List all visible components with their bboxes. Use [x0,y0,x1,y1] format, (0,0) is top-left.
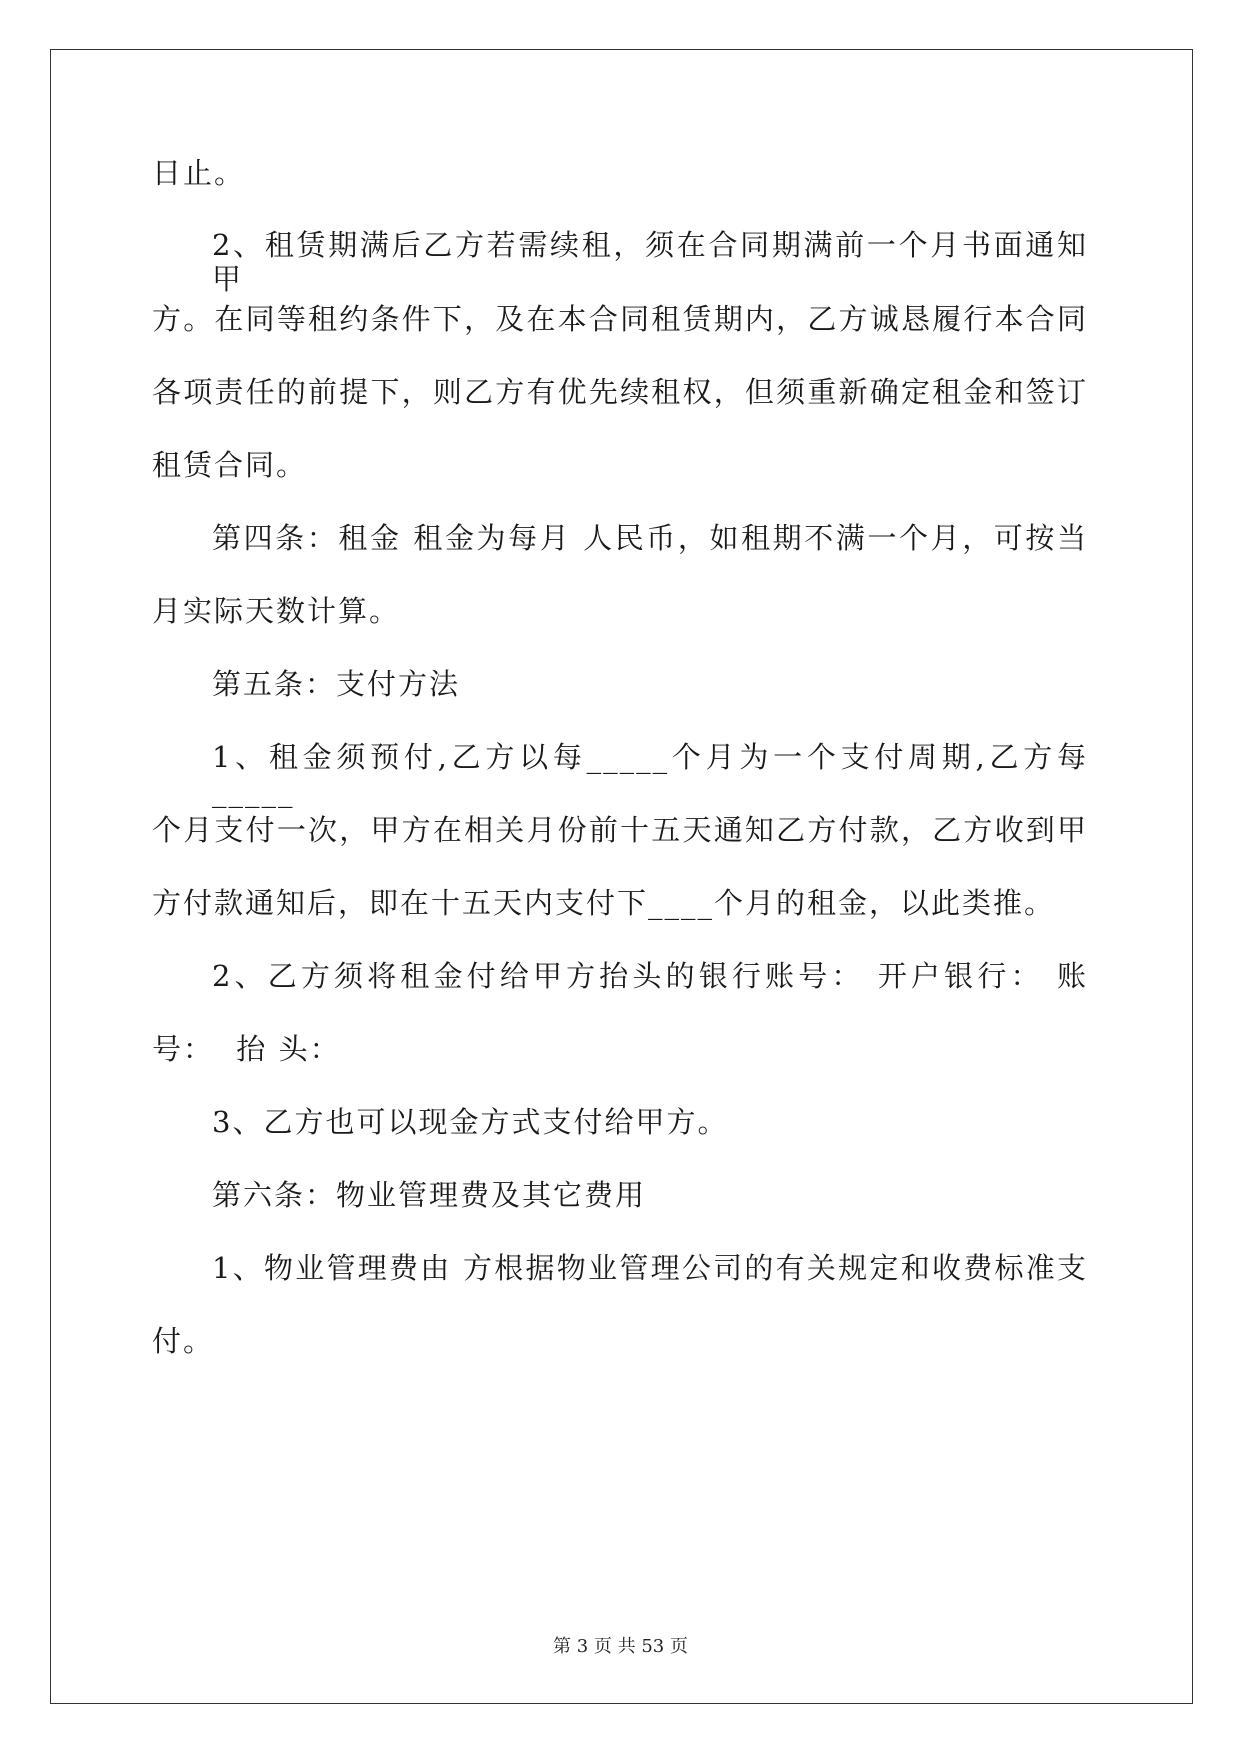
text-line: 方。在同等租约条件下，及在本合同租赁期内，乙方诚恳履行本合同 [152,302,1088,336]
text-line: 2、乙方须将租金付给甲方抬头的银行账号： 开户银行： 账 [212,959,1088,993]
text-line: 个月支付一次，甲方在相关月份前十五天通知乙方付款，乙方收到甲 [152,813,1088,847]
page-border [50,49,1193,1704]
text-line: 日止。 [152,156,246,190]
text-line: 1、租金须预付,乙方以每_____个月为一个支付周期,乙方每_____ [212,740,1088,808]
text-line: 1、物业管理费由 方根据物业管理公司的有关规定和收费标准支 [212,1251,1088,1285]
text-line: 各项责任的前提下，则乙方有优先续租权，但须重新确定租金和签订 [152,375,1088,409]
text-line: 付。 [152,1324,215,1358]
text-line: 租赁合同。 [152,448,308,482]
text-line: 第四条：租金 租金为每月 人民币，如租期不满一个月，可按当 [212,521,1088,555]
section-heading: 第六条：物业管理费及其它费用 [212,1178,647,1212]
text-line: 号： 抬 头： [152,1032,341,1066]
text-line: 2、租赁期满后乙方若需续租，须在合同期满前一个月书面通知甲 [212,228,1088,296]
text-line: 方付款通知后，即在十五天内支付下____个月的租金，以此类推。 [152,886,1056,920]
text-line: 3、乙方也可以现金方式支付给甲方。 [212,1105,729,1139]
text-line: 月实际天数计算。 [152,594,401,628]
page-number: 第 3 页 共 53 页 [553,1636,688,1657]
section-heading: 第五条：支付方法 [212,667,461,701]
